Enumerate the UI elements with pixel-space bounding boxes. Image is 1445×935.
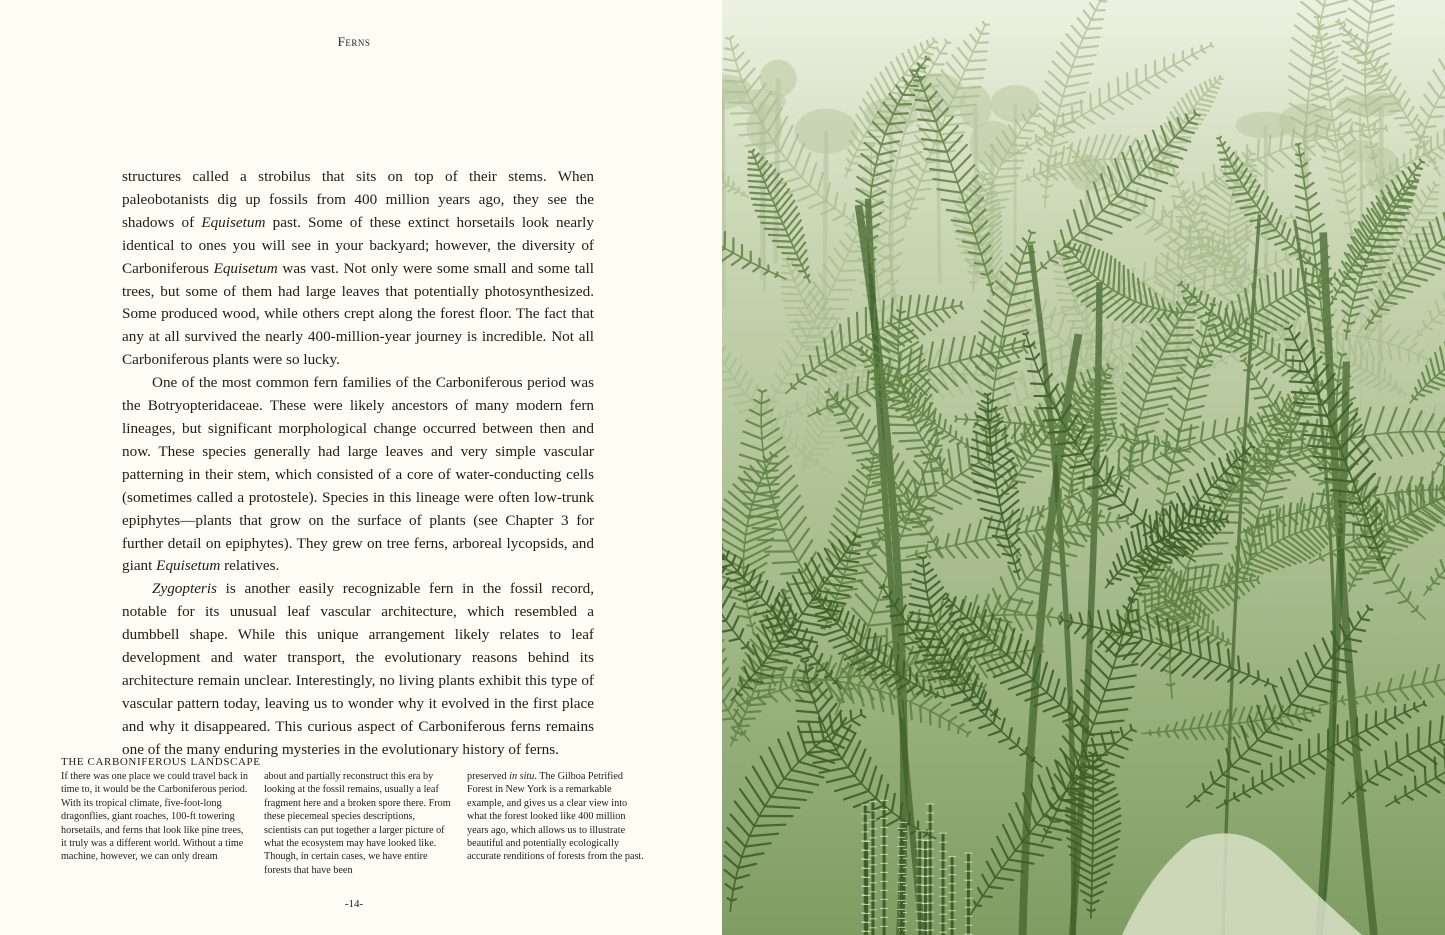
running-head: Ferns — [337, 34, 371, 49]
caption-column-1: If there was one place we could travel back in time to, it would be the Carboniferous period. With its tropical climate, five-foot-long dragonflies, giant roaches, 100-ft towering horsetails, and ferns that look like pine trees, it truly was a different world. Without a time machine, however, we can only dream — [61, 771, 248, 863]
caption-title: THE CARBONIFEROUS LANDSCAPE — [61, 756, 261, 768]
paragraph-1: structures called a strobilus that sits on top of their stems. When paleobotanists dig up fossils from 400 million years ago, they see the shadows of Equisetum past. Some of these extinct horsetails look nearly identical to ones you will see in your backyard; however, the diversity of Carboniferous Equisetum was vast. Not only were some small and some tall trees, but some of them had large leaves that potentially photosynthesized. Some produced wood, while others crept along the forest floor. The fact that any at all survived the nearly 400-million-year journey is incredible. Not all Carboniferous plants were so lucky. — [122, 168, 594, 369]
body-text — [122, 166, 594, 762]
caption-column-2: about and partially reconstruct this era by looking at the fossil remains, usually a leaf fragment here and a broken spore there. From these piecemeal species descriptions, scientists can put together a larger picture of what the ecosystem may have looked like. Though, in certain cases, we have entire forests that have been — [264, 771, 451, 876]
paragraph-2: One of the most common fern families of the Carboniferous period was the Botryopteridaceae. These were likely ancestors of many modern fern lineages, but significant morphological change occurred between then and now. These species generally had large leaves and very simple vascular patterning in their stem, which consisted of a core of water-conducting cells (sometimes called a protostele). Species in this lineage were often low-trunk epiphytes—plants that grow on the surface of plants (see Chapter 3 for further detail on epiphytes). They grew on tree ferns, arboreal lycopsids, and giant Equisetum relatives. — [122, 374, 594, 575]
fern-forest-drawing — [722, 0, 1445, 935]
left-page — [0, 0, 722, 935]
forest-illustration — [722, 0, 1445, 935]
caption-column-3: preserved in situ. The Gilboa Petrified Forest in New York is a remarkable example, and gives us a clear view into what the forest looked like 400 million years ago, which allows us to illustrate beautiful and potentially ecologically accurate renditions of forests from the past. — [467, 771, 644, 863]
page-number: -14- — [344, 898, 364, 910]
paragraph-3: Zygopteris is another easily recognizable fern in the fossil record, notable for its unusual leaf vascular architecture, which resembled a dumbbell shape. While this unique arrangement likely relates to leaf development and water transport, the evolutionary reasons behind its architecture remain unclear. Interestingly, no living plants exhibit this type of vascular pattern today, leaving us to wonder why it evolved in the first place and why it disappeared. This curious aspect of Carboniferous ferns remains one of the many enduring mysteries in the evolutionary history of ferns. — [122, 580, 594, 758]
